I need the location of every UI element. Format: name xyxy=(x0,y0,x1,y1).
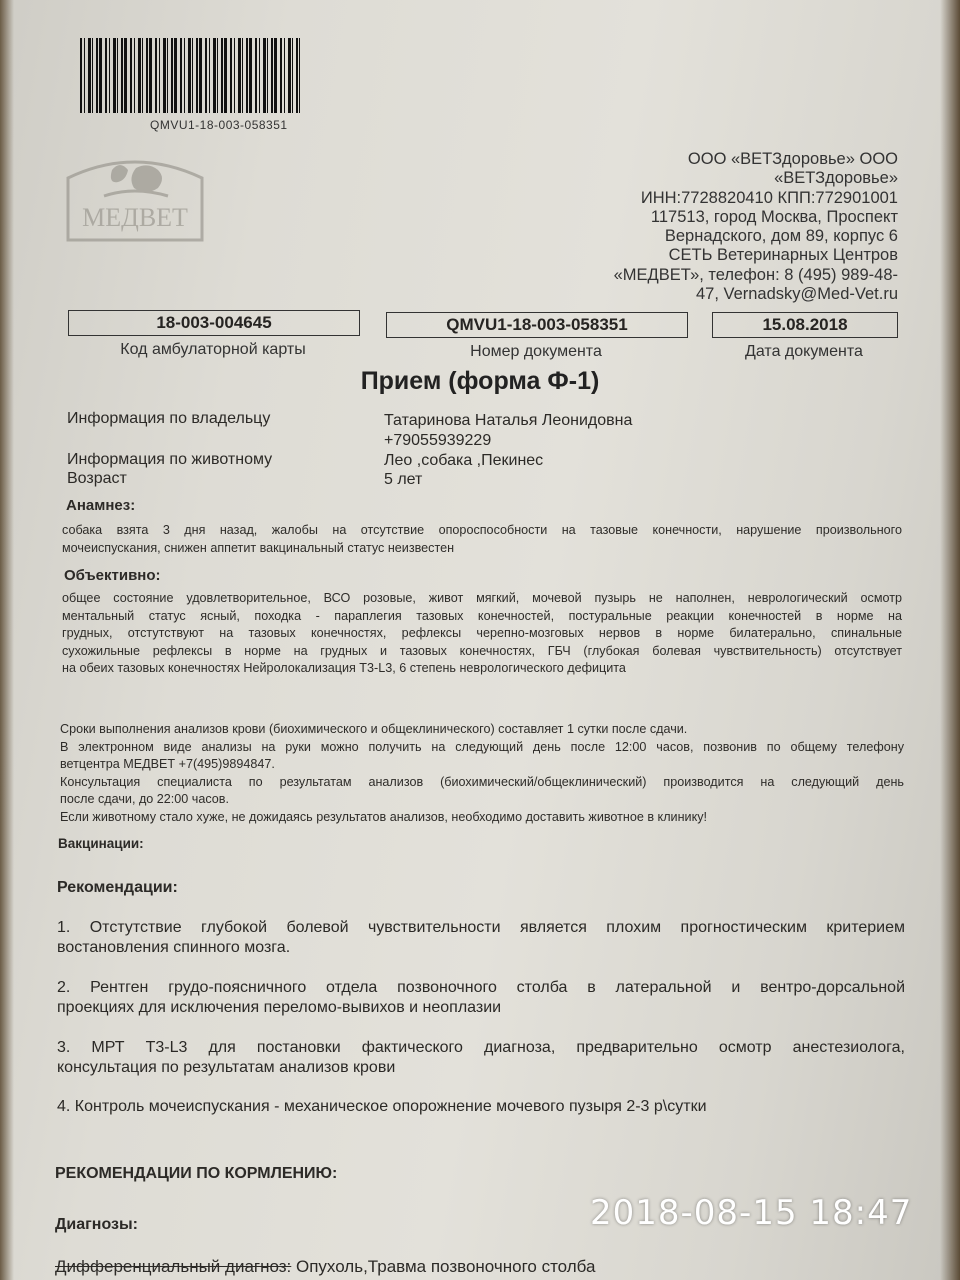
page-shadow-right xyxy=(940,0,960,1280)
anamnesis-heading: Анамнез: xyxy=(66,497,136,514)
company-line: ИНН:7728820410 КПП:772901001 xyxy=(640,188,898,207)
document-title: Прием (форма Ф-1) xyxy=(360,367,600,395)
recommendation-line: 3. МРТ Т3-L3 для постановки фактического диагноза, предварительно осмотр анестезиолога, xyxy=(57,1039,905,1056)
company-line: ООО «ВЕТЗдоровье» ООО xyxy=(687,150,898,168)
card-code-box xyxy=(68,310,360,336)
recommendation-item xyxy=(57,918,905,958)
company-line: 117513, город Москва, Проспект xyxy=(650,207,898,226)
objective-line: сухожильные рефлексы в норме на грудных и тазовых конечностях, ГБЧ (глубокая болевая чувствительность) отсутствует xyxy=(62,643,902,658)
differential-label: Дифференциальный диагноз: xyxy=(55,1257,292,1276)
vaccinations-heading: Вакцинации: xyxy=(58,836,144,851)
objective-line: общее состояние удовлетворительное, ВСО розовые, живот мягкий, мочевой пузырь не наполнен, неврологический осмотр xyxy=(62,591,902,605)
objective-line: на обеих тазовых конечностях Нейролокализация Т3-L3, 6 степень неврологического дефицита xyxy=(62,661,626,675)
doc-number-box xyxy=(386,312,688,338)
recommendation-item xyxy=(57,1038,905,1078)
animal-value: Лео ,собака ,Пекинес xyxy=(384,452,544,469)
company-info xyxy=(578,150,898,304)
company-line: Вернадского, дом 89, корпус 6 xyxy=(664,227,898,246)
info-line: Сроки выполнения анализов крови (биохимического и общеклинического) составляет 1 сутки после сдачи. xyxy=(60,722,688,736)
company-line: СЕТЬ Ветеринарных Центров xyxy=(668,246,898,265)
objective-heading: Объективно: xyxy=(64,567,161,584)
recommendation-line: проекциях для исключения переломо-вывихов и неоплазии xyxy=(57,999,502,1016)
info-line: Если животному стало хуже, не дожидаясь результатов анализов, необходимо доставить животное в клинику! xyxy=(60,809,708,824)
owner-label: Информация по владельцу xyxy=(67,410,271,427)
feeding-heading: РЕКОМЕНДАЦИИ ПО КОРМЛЕНИЮ: xyxy=(55,1165,338,1182)
info-line: после сдачи, до 22:00 часов. xyxy=(60,792,230,806)
diagnoses-heading: Диагнозы: xyxy=(55,1216,138,1233)
recommendation-line: востановления спинного мозга. xyxy=(57,939,291,956)
photo-timestamp: 2018-08-15 18:47 xyxy=(590,1193,913,1233)
doc-date-value: 15.08.2018 xyxy=(762,315,848,334)
recommendations-heading: Рекомендации: xyxy=(57,879,178,896)
recommendation-line: 1. Отстутствие глубокой болевой чувствительности является плохим прогностическим критерием xyxy=(57,919,905,936)
owner-phone: +79055939229 xyxy=(384,432,492,449)
anamnesis-text xyxy=(62,522,902,557)
card-code-value: 18-003-004645 xyxy=(156,313,272,332)
page-shadow-left xyxy=(0,0,14,1280)
company-line: «ВЕТЗдоровье» xyxy=(774,169,898,188)
card-code-label: Код амбулаторной карты xyxy=(120,341,306,358)
doc-date-label: Дата документа xyxy=(745,343,863,360)
company-line: «МЕДВЕТ», телефон: 8 (495) 989-48- xyxy=(613,265,898,284)
recommendation-item xyxy=(57,1097,905,1117)
company-line: 47, Vernadsky@Med-Vet.ru xyxy=(695,285,898,304)
barcode-text: QMVU1-18-003-058351 xyxy=(150,118,288,132)
info-text xyxy=(60,721,904,826)
differential-diagnosis xyxy=(55,1257,595,1277)
info-line: В электронном виде анализы на руки можно получить на следующий день после 12:00 часов, позвонив по общему телефону xyxy=(60,739,904,754)
differential-value: Опухоль,Травма позвоночного столба xyxy=(291,1257,596,1276)
recommendation-line: 4. Контроль мочеиспускания - механическое опорожнение мочевого пузыря 2-3 р\сутки xyxy=(57,1098,707,1115)
recommendation-item xyxy=(57,978,905,1018)
barcode xyxy=(80,38,300,113)
doc-date-box xyxy=(712,312,898,338)
owner-name: Татаринова Наталья Леонидовна xyxy=(384,412,633,429)
logo-text: МЕДВЕТ xyxy=(82,203,188,232)
anamnesis-line: мочеиспускания, снижен аппетит вакцинальный статус неизвестен xyxy=(62,540,455,555)
age-value: 5 лет xyxy=(384,471,423,488)
doc-number-value: QMVU1-18-003-058351 xyxy=(446,315,628,334)
animal-label: Информация по животному xyxy=(67,451,273,468)
medvet-logo xyxy=(64,148,206,244)
doc-number-label: Номер документа xyxy=(470,343,602,360)
anamnesis-line: собака взята 3 дня назад, жалобы на отсутствие опороспособности на тазовые конечности, нарушение произвольного xyxy=(62,523,902,537)
recommendation-line: 2. Рентген грудо-поясничного отдела позвоночного столба в латеральной и вентро-дорсальной xyxy=(57,979,905,996)
objective-line: ментальный статус ясный, походка - параплегия тазовых конечностей, постуральные реакции конечностей в норме на xyxy=(62,608,902,623)
info-line: ветцентра МЕДВЕТ +7(495)9894847. xyxy=(60,757,275,771)
objective-line: грудных, отстутствуют на тазовых конечностях, рефлексы черепно-мозговых нервов в норме билатерально, спинальные xyxy=(62,626,902,640)
info-line: Консультация специалиста по результатам анализов (биохимический/общеклинический) производится на следующий день xyxy=(60,774,904,789)
objective-text xyxy=(62,590,902,678)
recommendation-line: консультация по результатам анализов крови xyxy=(57,1059,396,1076)
age-label: Возраст xyxy=(67,470,127,487)
